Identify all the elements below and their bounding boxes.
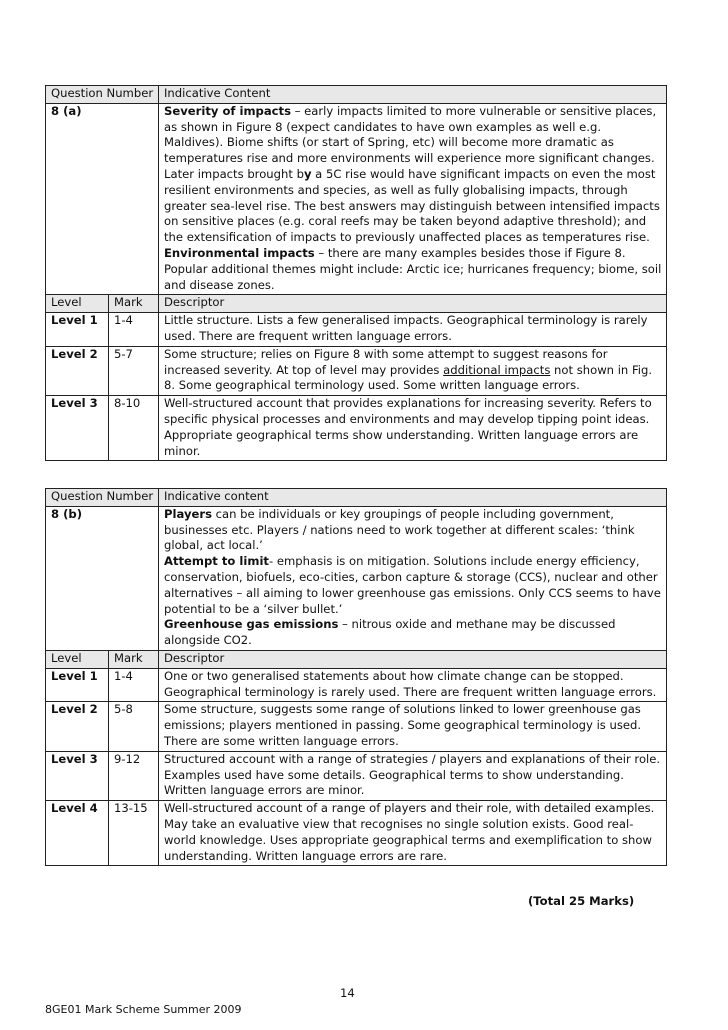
level-row: [46, 396, 667, 461]
header-row: [46, 489, 667, 507]
level-header: Level: [46, 295, 109, 313]
level-cell: Level 2: [46, 702, 109, 751]
level-cell: Level 1: [46, 313, 109, 347]
indicative-content: [159, 103, 667, 295]
descriptor-header: Descriptor: [159, 295, 667, 313]
indicative-content: [159, 506, 667, 650]
total-marks: (Total 25 Marks): [528, 894, 635, 908]
descriptor-cell: Structured account with a range of strategies / players and explanations of their role. Examples used have some details. Geographical terms to show understanding. Written language errors are minor.: [159, 751, 667, 800]
descriptor-header: Descriptor: [159, 650, 667, 668]
level-row: [46, 751, 667, 800]
content-paragraph: Environmental impacts – there are many examples besides those if Figure 8. Popular additional themes might include: Arctic ice; hurricanes frequency; biome, soil and disease zones.: [164, 245, 662, 292]
descriptor-cell: Some structure, suggests some range of solutions linked to lower greenhouse gas emissions; players mentioned in passing. Some geographical terminology is used. There are some written language errors.: [159, 702, 667, 751]
descriptor-cell: Well-structured account that provides explanations for increasing severity. Refers to specific physical processes and environments and may develop tipping point ideas. Appropriate geographical terms show understanding. Written language errors are minor.: [159, 396, 667, 461]
level-row: [46, 801, 667, 866]
level-row: [46, 313, 667, 347]
descriptor-cell: Well-structured account of a range of players and their role, with detailed examples. May take an evaluative view that recognises no single solution exists. Good real-world knowledge. Uses appropriate geographical terms and exemplification to show understanding. Written language errors are rare.: [159, 801, 667, 866]
content-title: Players: [164, 506, 212, 521]
level-header: Level: [46, 650, 109, 668]
descriptor-cell: Little structure. Lists a few generalised impacts. Geographical terminology is rarely used. There are frequent written language errors.: [159, 313, 667, 347]
content-title: Environmental impacts: [164, 245, 315, 260]
mark-cell: 1-4: [109, 668, 159, 702]
content-paragraph: Attempt to limit- emphasis is on mitigation. Solutions include energy efficiency, conservation, biofuels, eco-cities, carbon capture & storage (CCS), nuclear and other alternatives – all aiming to lower greenhouse gas emissions. Only CCS seems to have potential to be a ‘silver bullet.’: [164, 554, 661, 616]
mark-scheme-table-8a: [45, 85, 667, 461]
level-cell: Level 3: [46, 751, 109, 800]
footer-text: 8GE01 Mark Scheme Summer 2009: [45, 1003, 242, 1016]
level-header-row: [46, 295, 667, 313]
mark-cell: 1-4: [109, 313, 159, 347]
level-row: [46, 346, 667, 395]
question-number: 8 (b): [46, 506, 159, 650]
content-title: Severity of impacts: [164, 103, 291, 118]
level-cell: Level 3: [46, 396, 109, 461]
content-paragraph: Greenhouse gas emissions – nitrous oxide and methane may be discussed alongside CO2.: [164, 617, 616, 648]
question-row: [46, 506, 667, 650]
mark-header: Mark: [109, 650, 159, 668]
mark-cell: 5-8: [109, 702, 159, 751]
mark-cell: 8-10: [109, 396, 159, 461]
descriptor-cell: Some structure; relies on Figure 8 with some attempt to suggest reasons for increased severity. At top of level may provides additional impacts not shown in Fig. 8. Some geographical terminology used. Some written language errors.: [159, 346, 667, 395]
level-row: [46, 668, 667, 702]
descriptor-cell: One or two generalised statements about how climate change can be stopped. Geographical terminology is rarely used. There are frequent written language errors.: [159, 668, 667, 702]
level-cell: Level 2: [46, 346, 109, 395]
question-number: 8 (a): [46, 103, 159, 295]
indicative-content-header: Indicative Content: [159, 86, 667, 104]
question-row: [46, 103, 667, 295]
content-title: Attempt to limit: [164, 554, 269, 569]
header-row: [46, 86, 667, 104]
page-number: 14: [340, 986, 355, 1000]
indicative-content-header: Indicative content: [159, 489, 667, 507]
mark-cell: 13-15: [109, 801, 159, 866]
mark-scheme-table-8b: [45, 488, 667, 866]
question-number-header: Question Number: [46, 489, 159, 507]
content-paragraph: Players can be individuals or key groupings of people including government, businesses etc. Players / nations need to work together at different scales: ‘think global, act local.’: [164, 506, 635, 553]
level-header-row: [46, 650, 667, 668]
level-cell: Level 4: [46, 801, 109, 866]
content-paragraph: Severity of impacts – early impacts limited to more vulnerable or sensitive places, as shown in Figure 8 (expect candidates to have own examples as well e.g. Maldives). Biome shifts (or start of Spring, etc) will become more dramatic as temperatures rise and more environments will experience more significant changes. Later impacts brought by a 5C rise would have significant impacts on even the most resilient environments and species, as well as fully globalising impacts, through greater sea-level rise. The best answers may distinguish between intensified impacts on sensitive places (e.g. coral reefs may be taken beyond adaptive threshold); and the extensification of impacts to previously unaffected places as temperatures rise.: [164, 103, 660, 245]
mark-header: Mark: [109, 295, 159, 313]
mark-cell: 9-12: [109, 751, 159, 800]
mark-cell: 5-7: [109, 346, 159, 395]
question-number-header: Question Number: [46, 86, 159, 104]
content-title: Greenhouse gas emissions: [164, 617, 339, 632]
level-cell: Level 1: [46, 668, 109, 702]
level-row: [46, 702, 667, 751]
